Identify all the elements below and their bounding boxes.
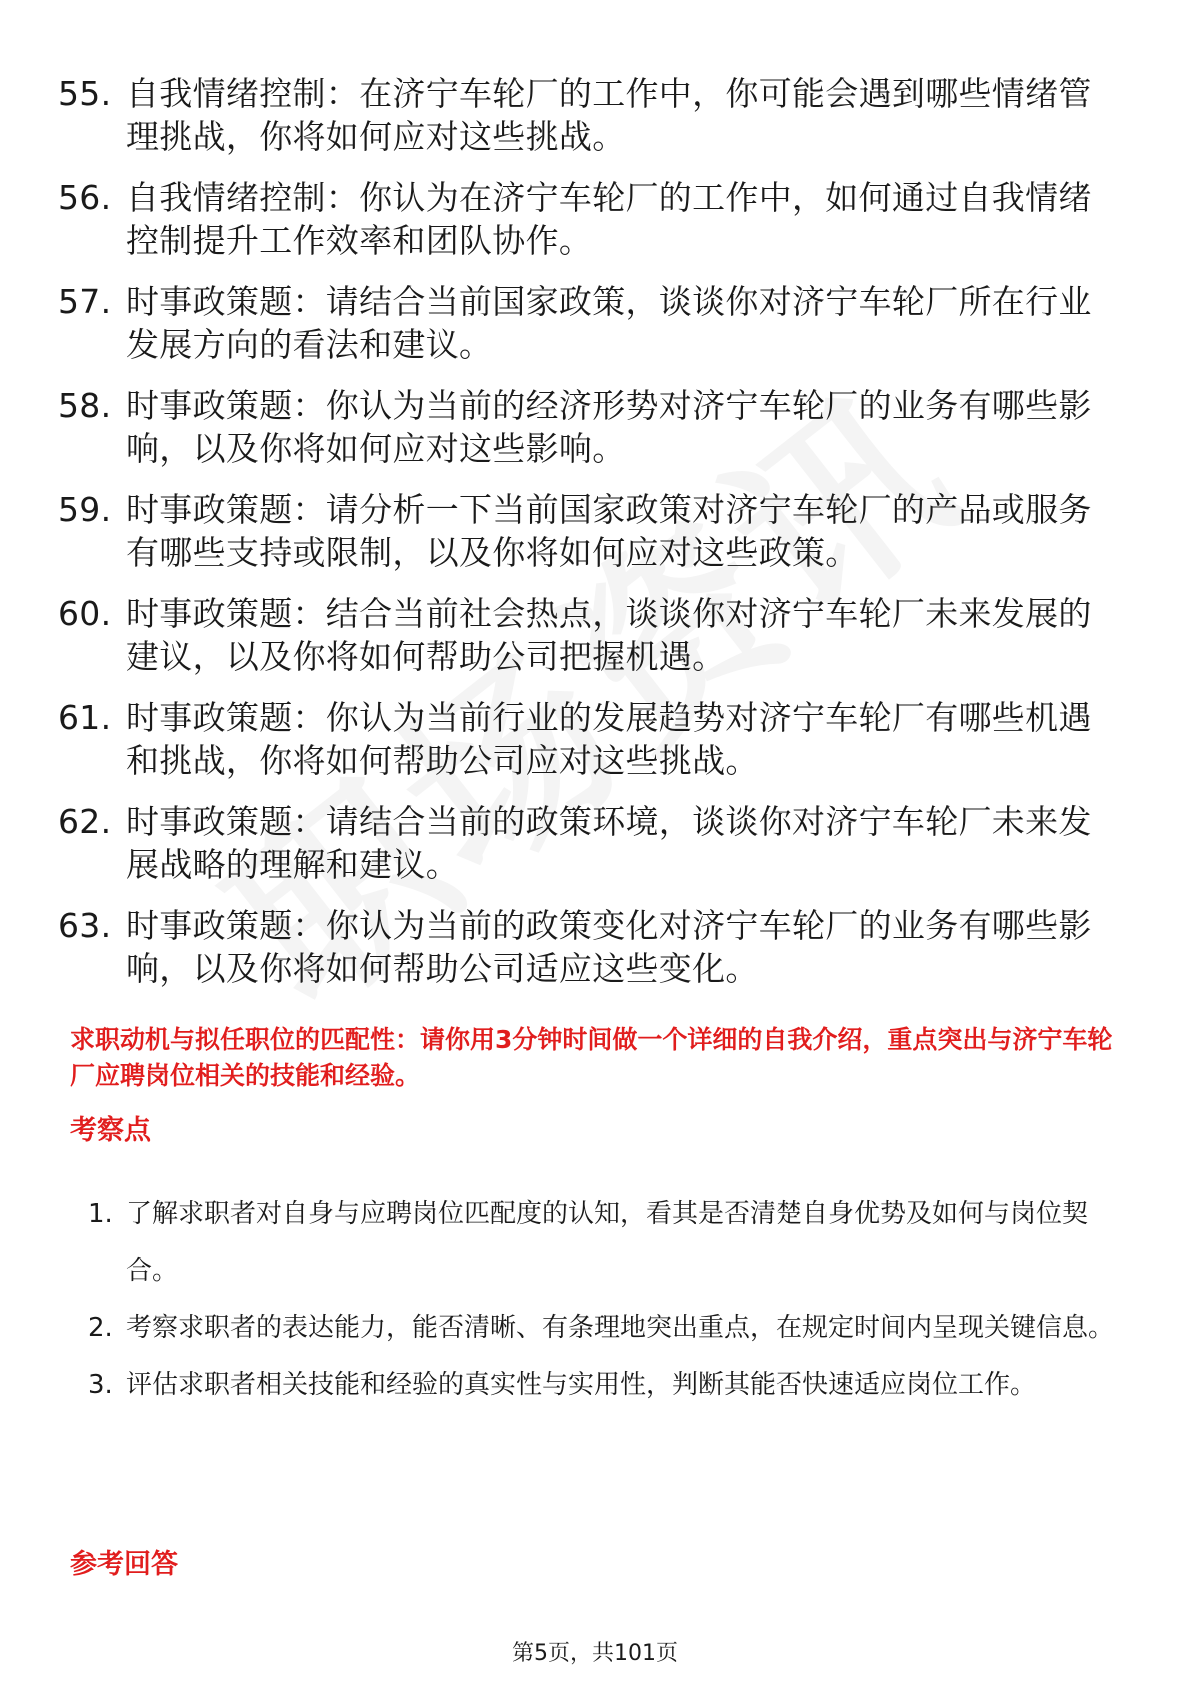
question-item [58,488,1118,574]
point-number: 2. [88,1313,113,1343]
question-number: 63. [58,906,112,945]
question-text: 自我情绪控制：你认为在济宁车轮厂的工作中，如何通过自我情绪控制提升工作效率和团队协作。 [126,178,1092,260]
reference-answer-heading: 参考回答 [70,1549,178,1580]
question-number: 61. [58,698,112,737]
examination-point [80,1186,1130,1300]
question-item [58,800,1118,886]
question-number: 55. [58,74,112,113]
question-text: 时事政策题：请结合当前的政策环境，谈谈你对济宁车轮厂未来发展战略的理解和建议。 [126,802,1092,884]
question-text: 自我情绪控制：在济宁车轮厂的工作中，你可能会遇到哪些情绪管理挑战，你将如何应对这些挑战。 [126,74,1092,156]
question-text: 时事政策题：请分析一下当前国家政策对济宁车轮厂的产品或服务有哪些支持或限制，以及你将如何应对这些政策。 [126,490,1092,572]
question-number: 56. [58,178,112,217]
examination-points-list [80,1186,1130,1414]
question-text: 时事政策题：你认为当前行业的发展趋势对济宁车轮厂有哪些机遇和挑战，你将如何帮助公司应对这些挑战。 [126,698,1092,780]
question-number: 58. [58,386,112,425]
question-item [58,904,1118,990]
question-item [58,592,1118,678]
question-number: 62. [58,802,112,841]
point-number: 1. [88,1199,113,1229]
question-item [58,176,1118,262]
examination-heading: 考察点 [70,1115,151,1146]
page-footer: 第5页，共101页 [512,1641,678,1666]
point-text: 评估求职者相关技能和经验的真实性与实用性，判断其能否快速适应岗位工作。 [126,1370,1037,1400]
question-number: 60. [58,594,112,633]
question-item [58,72,1118,158]
question-text: 时事政策题：你认为当前的经济形势对济宁车轮厂的业务有哪些影响，以及你将如何应对这些影响。 [126,386,1092,468]
examination-point [80,1300,1130,1357]
point-text: 考察求职者的表达能力，能否清晰、有条理地突出重点，在规定时间内呈现关键信息。 [126,1313,1115,1343]
highlighted-question: 求职动机与拟任职位的匹配性：请你用3分钟时间做一个详细的自我介绍，重点突出与济宁车轮厂应聘岗位相关的技能和经验。 [70,1025,1113,1090]
question-item [58,280,1118,366]
question-number: 57. [58,282,112,321]
question-item [58,696,1118,782]
examination-point [80,1357,1130,1414]
question-list [58,72,1118,1008]
question-text: 时事政策题：结合当前社会热点，谈谈你对济宁车轮厂未来发展的建议，以及你将如何帮助公司把握机遇。 [126,594,1092,676]
point-number: 3. [88,1370,113,1400]
question-text: 时事政策题：你认为当前的政策变化对济宁车轮厂的业务有哪些影响，以及你将如何帮助公司适应这些变化。 [126,906,1092,988]
question-item [58,384,1118,470]
question-number: 59. [58,490,112,529]
point-text: 了解求职者对自身与应聘岗位匹配度的认知，看其是否清楚自身优势及如何与岗位契合。 [126,1199,1089,1286]
question-text: 时事政策题：请结合当前国家政策，谈谈你对济宁车轮厂所在行业发展方向的看法和建议。 [126,282,1092,364]
